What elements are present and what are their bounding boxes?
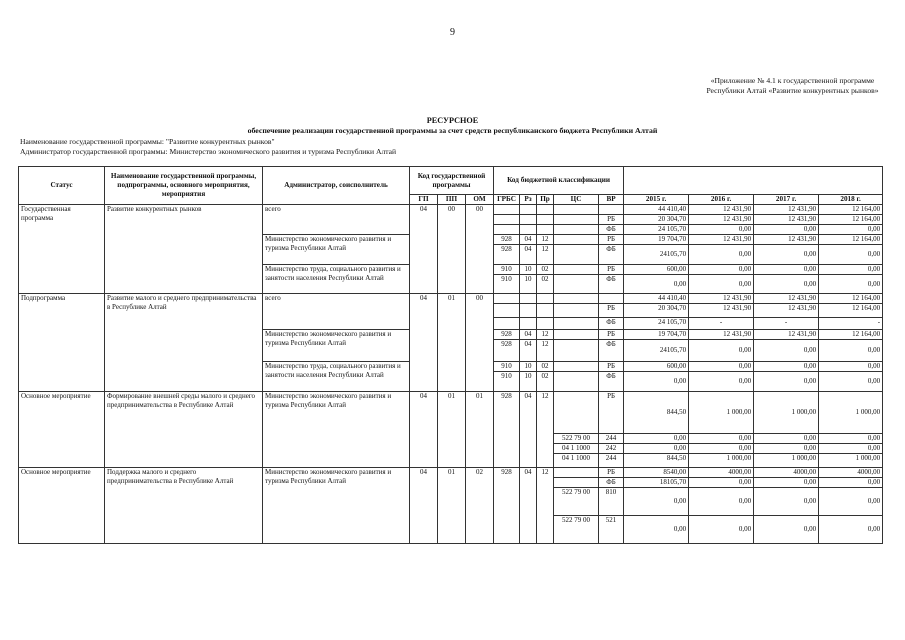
document-subtitle: обеспечение реализации государственной программы за счет средств республиканского бюджета Республики Алтай <box>247 126 658 135</box>
code-pr: 02 <box>537 372 554 392</box>
value-cell: 4000,00 <box>689 468 754 478</box>
table-row <box>19 392 883 434</box>
value-cell: 1 000,00 <box>689 392 754 434</box>
code-rz: 04 <box>520 245 537 265</box>
value-cell: 0,00 <box>754 265 819 275</box>
value-cell: 1 000,00 <box>754 392 819 434</box>
value-cell: 0,00 <box>689 265 754 275</box>
value-cell: 12 164,00 <box>819 330 883 340</box>
value-cell: - <box>689 318 754 330</box>
row-admin: Министерство экономического развития и туризма Республики Алтай <box>263 235 410 265</box>
header-grbs: ГРБС <box>494 195 520 205</box>
code-gp: 04 <box>410 294 438 392</box>
code-rz: 04 <box>520 340 537 362</box>
code-rz: 04 <box>520 392 537 468</box>
value-cell: 0,00 <box>754 362 819 372</box>
code-rz: 04 <box>520 235 537 245</box>
row-status: Государственная программа <box>19 205 105 294</box>
value-cell: 12 164,00 <box>819 304 883 318</box>
value-cell: 24105,70 <box>624 245 689 265</box>
code-pr: 02 <box>537 265 554 275</box>
code-pp: 00 <box>438 205 466 294</box>
code-grbs: 928 <box>494 340 520 362</box>
value-cell: 24105,70 <box>624 340 689 362</box>
value-cell: 0,00 <box>819 275 883 294</box>
value-cell: 12 431,90 <box>754 205 819 215</box>
code-vr: 242 <box>599 444 624 454</box>
row-admin: Министерство труда, социального развития и занятости населения Республики Алтай <box>263 362 410 392</box>
code-rz: 10 <box>520 362 537 372</box>
code-vr: РБ <box>599 468 624 478</box>
row-status: Основное мероприятие <box>19 468 105 544</box>
code-om: 00 <box>466 205 494 294</box>
code-vr <box>599 205 624 215</box>
code-pp: 01 <box>438 468 466 544</box>
value-cell: 12 431,90 <box>689 235 754 245</box>
header-years-group <box>624 167 883 181</box>
row-admin: Министерство экономического развития и туризма Республики Алтай <box>263 330 410 362</box>
value-cell: 12 431,90 <box>689 294 754 304</box>
value-cell: 0,00 <box>819 488 883 516</box>
value-cell: 12 431,90 <box>754 235 819 245</box>
value-cell: 0,00 <box>624 434 689 444</box>
code-vr: РБ <box>599 304 624 318</box>
code-grbs: 928 <box>494 330 520 340</box>
value-cell: 12 431,90 <box>754 304 819 318</box>
code-pr: 02 <box>537 275 554 294</box>
value-cell: 600,00 <box>624 362 689 372</box>
value-cell: 44 410,40 <box>624 205 689 215</box>
header-year-2017: 2017 г. <box>754 195 819 205</box>
value-cell: 0,00 <box>754 340 819 362</box>
value-cell: 0,00 <box>624 516 689 544</box>
code-vr: ФБ <box>599 340 624 362</box>
value-cell: 0,00 <box>689 488 754 516</box>
program-name: Наименование государственной программы: "Развитие конкурентных рынков" <box>20 137 275 146</box>
table-row <box>19 205 883 215</box>
header-program-code: Код государственной программы <box>410 167 494 195</box>
row-admin: всего <box>263 294 410 330</box>
code-vr: ФБ <box>599 318 624 330</box>
value-cell: 600,00 <box>624 265 689 275</box>
value-cell: 0,00 <box>624 444 689 454</box>
value-cell: 20 304,70 <box>624 304 689 318</box>
value-cell: 0,00 <box>689 372 754 392</box>
row-admin: Министерство экономического развития и туризма Республики Алтай <box>263 392 410 468</box>
code-grbs: 910 <box>494 275 520 294</box>
code-cs <box>554 468 599 478</box>
value-cell: - <box>819 318 883 330</box>
code-om: 00 <box>466 294 494 392</box>
row-name: Развитие конкурентных рынков <box>105 205 263 294</box>
code-grbs: 928 <box>494 392 520 468</box>
header-pp: ПП <box>438 195 466 205</box>
value-cell: 0,00 <box>819 444 883 454</box>
value-cell: 24 105,70 <box>624 225 689 235</box>
code-cs <box>554 478 599 488</box>
code-vr: РБ <box>599 362 624 372</box>
value-cell: 844,50 <box>624 392 689 434</box>
code-grbs: 928 <box>494 245 520 265</box>
code-pp: 01 <box>438 294 466 392</box>
value-cell: 8540,00 <box>624 468 689 478</box>
header-rz: Рз <box>520 195 537 205</box>
code-vr: РБ <box>599 235 624 245</box>
code-rz: 10 <box>520 372 537 392</box>
table-row <box>19 294 883 304</box>
code-rz: 04 <box>520 330 537 340</box>
value-cell: 0,00 <box>689 275 754 294</box>
value-cell: 0,00 <box>754 478 819 488</box>
value-cell: 0,00 <box>689 362 754 372</box>
row-status: Подпрограмма <box>19 294 105 392</box>
value-cell: 0,00 <box>819 478 883 488</box>
value-cell: 24 105,70 <box>624 318 689 330</box>
header-admin: Администратор, соисполнитель <box>263 167 410 205</box>
program-administrator: Администратор государственной программы: Министерство экономического развития и туризма Республики Алтай <box>20 147 397 156</box>
value-cell: 1 000,00 <box>819 454 883 468</box>
page-number: 9 <box>450 27 455 38</box>
code-grbs: 928 <box>494 468 520 544</box>
row-name: Поддержка малого и среднего предпринимательства в Республике Алтай <box>105 468 263 544</box>
code-vr <box>599 294 624 304</box>
value-cell: 0,00 <box>624 488 689 516</box>
value-cell: 0,00 <box>689 340 754 362</box>
value-cell: 12 431,90 <box>689 215 754 225</box>
code-grbs: 910 <box>494 265 520 275</box>
row-admin: Министерство труда, социального развития и занятости населения Республики Алтай <box>263 265 410 294</box>
code-vr: ФБ <box>599 245 624 265</box>
row-status: Основное мероприятие <box>19 392 105 468</box>
code-gp: 04 <box>410 205 438 294</box>
value-cell: 12 164,00 <box>819 294 883 304</box>
value-cell: 0,00 <box>754 275 819 294</box>
value-cell: 1 000,00 <box>689 454 754 468</box>
table-row <box>19 468 883 478</box>
code-vr: ФБ <box>599 225 624 235</box>
value-cell: 44 410,40 <box>624 294 689 304</box>
header-om: ОМ <box>466 195 494 205</box>
header-status: Статус <box>19 167 105 205</box>
value-cell: 0,00 <box>624 372 689 392</box>
document-title: РЕСУРСНОЕ <box>426 116 479 125</box>
code-grbs: 910 <box>494 362 520 372</box>
value-cell: 18105,70 <box>624 478 689 488</box>
code-vr: 244 <box>599 454 624 468</box>
value-cell: 0,00 <box>754 444 819 454</box>
value-cell: 12 164,00 <box>819 235 883 245</box>
value-cell: 0,00 <box>754 434 819 444</box>
header-years-spacer <box>624 181 883 195</box>
value-cell: 0,00 <box>689 444 754 454</box>
annex-note: «Приложение № 4.1 к государственной программе Республики Алтай «Развитие конкурентных рынков» <box>706 76 879 95</box>
value-cell: 20 304,70 <box>624 215 689 225</box>
value-cell: 4000,00 <box>754 468 819 478</box>
value-cell: 844,50 <box>624 454 689 468</box>
code-rz: 04 <box>520 468 537 544</box>
code-vr: РБ <box>599 215 624 225</box>
value-cell: 0,00 <box>819 265 883 275</box>
value-cell: - <box>754 318 819 330</box>
code-vr: ФБ <box>599 275 624 294</box>
code-vr: 244 <box>599 434 624 444</box>
value-cell: 0,00 <box>754 516 819 544</box>
code-vr: РБ <box>599 392 624 434</box>
value-cell: 12 164,00 <box>819 205 883 215</box>
value-cell: 12 431,90 <box>689 205 754 215</box>
value-cell: 12 431,90 <box>689 304 754 318</box>
value-cell: 12 431,90 <box>689 330 754 340</box>
header-budget-code: Код бюджетной классификации <box>494 167 624 195</box>
value-cell: 0,00 <box>624 275 689 294</box>
value-cell: 0,00 <box>689 516 754 544</box>
code-vr: ФБ <box>599 478 624 488</box>
value-cell: 0,00 <box>689 434 754 444</box>
value-cell: 0,00 <box>689 225 754 235</box>
code-pr: 12 <box>537 392 554 468</box>
row-name: Формирование внешней среды малого и среднего предпринимательства в Республике Алтай <box>105 392 263 468</box>
code-vr: РБ <box>599 265 624 275</box>
value-cell: 1 000,00 <box>819 392 883 434</box>
header-vr: ВР <box>599 195 624 205</box>
header-year-2018: 2018 г. <box>819 195 883 205</box>
code-rz: 10 <box>520 265 537 275</box>
value-cell: 0,00 <box>819 362 883 372</box>
code-pr: 12 <box>537 340 554 362</box>
value-cell: 0,00 <box>819 245 883 265</box>
value-cell: 1 000,00 <box>754 454 819 468</box>
row-admin: всего <box>263 205 410 235</box>
row-name: Развитие малого и среднего предпринимательства в Республике Алтай <box>105 294 263 392</box>
value-cell: 0,00 <box>754 372 819 392</box>
value-cell: 12 164,00 <box>819 215 883 225</box>
code-om: 02 <box>466 468 494 544</box>
value-cell: 0,00 <box>819 434 883 444</box>
code-cs: 522 79 00 <box>554 488 599 516</box>
code-grbs: 910 <box>494 372 520 392</box>
code-pr: 12 <box>537 468 554 544</box>
code-pr: 12 <box>537 245 554 265</box>
value-cell: 0,00 <box>819 225 883 235</box>
value-cell: 0,00 <box>689 478 754 488</box>
row-admin: Министерство экономического развития и туризма Республики Алтай <box>263 468 410 544</box>
code-om: 01 <box>466 392 494 468</box>
header-name: Наименование государственной программы, подпрограммы, основного мероприятия, мероприятия <box>105 167 263 205</box>
code-vr: РБ <box>599 330 624 340</box>
code-pr: 12 <box>537 330 554 340</box>
value-cell: 0,00 <box>819 340 883 362</box>
header-year-2016: 2016 г. <box>689 195 754 205</box>
code-cs: 522 79 00 <box>554 434 599 444</box>
code-pr: 12 <box>537 235 554 245</box>
value-cell: 19 704,70 <box>624 235 689 245</box>
code-grbs: 928 <box>494 235 520 245</box>
value-cell: 0,00 <box>754 488 819 516</box>
resource-table <box>18 166 883 544</box>
code-gp: 04 <box>410 468 438 544</box>
value-cell: 12 431,90 <box>754 215 819 225</box>
header-pr: Пр <box>537 195 554 205</box>
value-cell: 0,00 <box>819 516 883 544</box>
code-vr: 810 <box>599 488 624 516</box>
value-cell: 4000,00 <box>819 468 883 478</box>
code-rz: 10 <box>520 275 537 294</box>
value-cell: 12 431,90 <box>754 330 819 340</box>
code-pp: 01 <box>438 392 466 468</box>
value-cell: 0,00 <box>754 245 819 265</box>
value-cell: 0,00 <box>819 372 883 392</box>
header-gp: ГП <box>410 195 438 205</box>
code-vr: ФБ <box>599 372 624 392</box>
code-cs: 522 79 00 <box>554 516 599 544</box>
code-gp: 04 <box>410 392 438 468</box>
code-cs: 04 1 1000 <box>554 444 599 454</box>
code-vr: 521 <box>599 516 624 544</box>
code-pr: 02 <box>537 362 554 372</box>
value-cell: 0,00 <box>754 225 819 235</box>
value-cell: 19 704,70 <box>624 330 689 340</box>
value-cell: 12 431,90 <box>754 294 819 304</box>
header-cs: ЦС <box>554 195 599 205</box>
value-cell: 0,00 <box>689 245 754 265</box>
code-cs: 04 1 1000 <box>554 454 599 468</box>
header-year-2015: 2015 г. <box>624 195 689 205</box>
